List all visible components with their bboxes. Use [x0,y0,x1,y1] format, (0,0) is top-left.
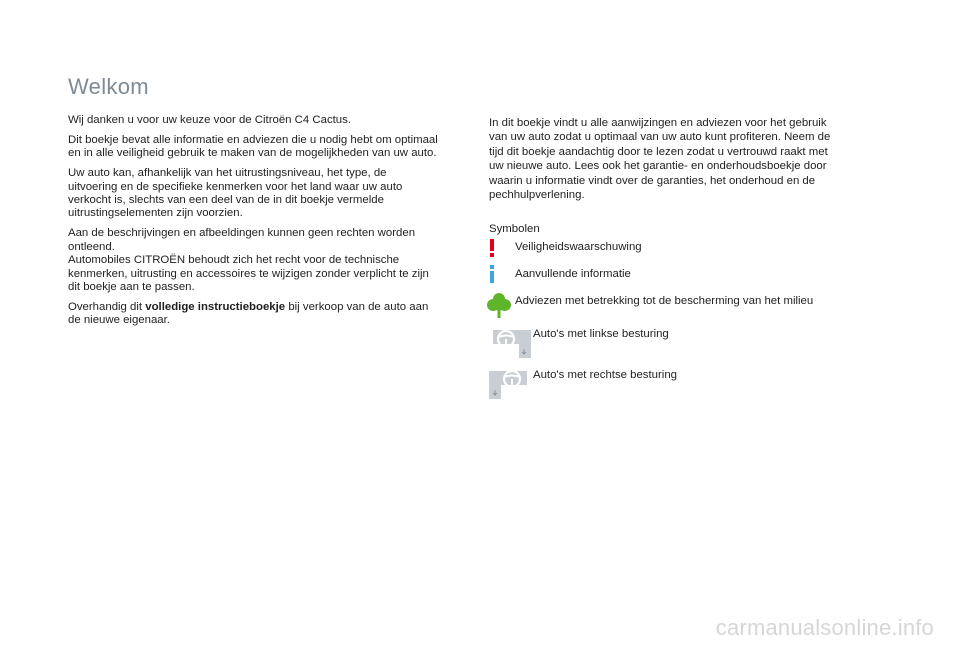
paragraph-contents: Dit boekje bevat alle informatie en adviezen die u nodig hebt om optimaal en in alle veiligheid gebruik te maken van de mogelijkheden van uw auto. [68,133,438,160]
paragraph-rights: Aan de beschrijvingen en afbeeldingen kunnen geen rechten worden ontleend. Automobiles CITROËN behoudt zich het recht voor de technische kenmerken, uitrusting en accessoires te wijzigen zonder verplicht te zijn dit boekje aan te passen. [68,227,429,293]
paragraph-handover [68,301,454,328]
tree-environment-icon [487,292,511,323]
info-icon [487,265,497,288]
paragraph-equipment: Uw auto kan, afhankelijk van het uitrustingsniveau, het type, de uitvoering en de specifieke kenmerken voor het land waar uw auto verkocht is, slechts van een deel van de in dit boekje vermelde uitrustingselementen zijn voorzien. [68,167,403,220]
paragraph-thanks: Wij danken u voor uw keuze voor de Citroën C4 Cactus. [68,114,352,126]
symbol-label-rhd: Auto's met rechtse besturing [533,369,677,381]
right-column [489,116,859,202]
right-hand-drive-icon [489,365,531,404]
symbol-label-environment: Adviezen met betrekking tot de bescherming van het milieu [515,295,814,307]
symbol-label-lhd: Auto's met linkse besturing [533,328,669,340]
handover-prefix: Overhandig dit [68,300,146,313]
symbol-label-info: Aanvullende informatie [515,268,631,280]
left-column [68,114,454,334]
left-hand-drive-icon [489,324,531,363]
exclamation-warning-icon [487,239,497,262]
watermark: carmanualsonline.info [715,615,934,640]
paragraph-intro: In dit boekje vindt u alle aanwijzingen en adviezen voor het gebruik van uw auto zodat u optimaal van uw auto kunt profiteren. Neem de tijd dit boekje aandachtig door te lezen zodat u vertrouwd raakt met uw nieuwe auto. Lees ook het garantie- en onderhoudsboekje door waarin u informatie vindt over de garanties, het onderhoud en de pechhulpverlening. [489,117,831,202]
page-title: Welkom [68,74,149,99]
symbols-heading: Symbolen [489,223,540,235]
handover-suffix: bij verkoop van de auto aan de nieuwe eigenaar. [68,300,429,327]
symbol-label-warning: Veiligheidswaarschuwing [515,241,642,253]
handover-bold: volledige instructieboekje [145,300,286,313]
